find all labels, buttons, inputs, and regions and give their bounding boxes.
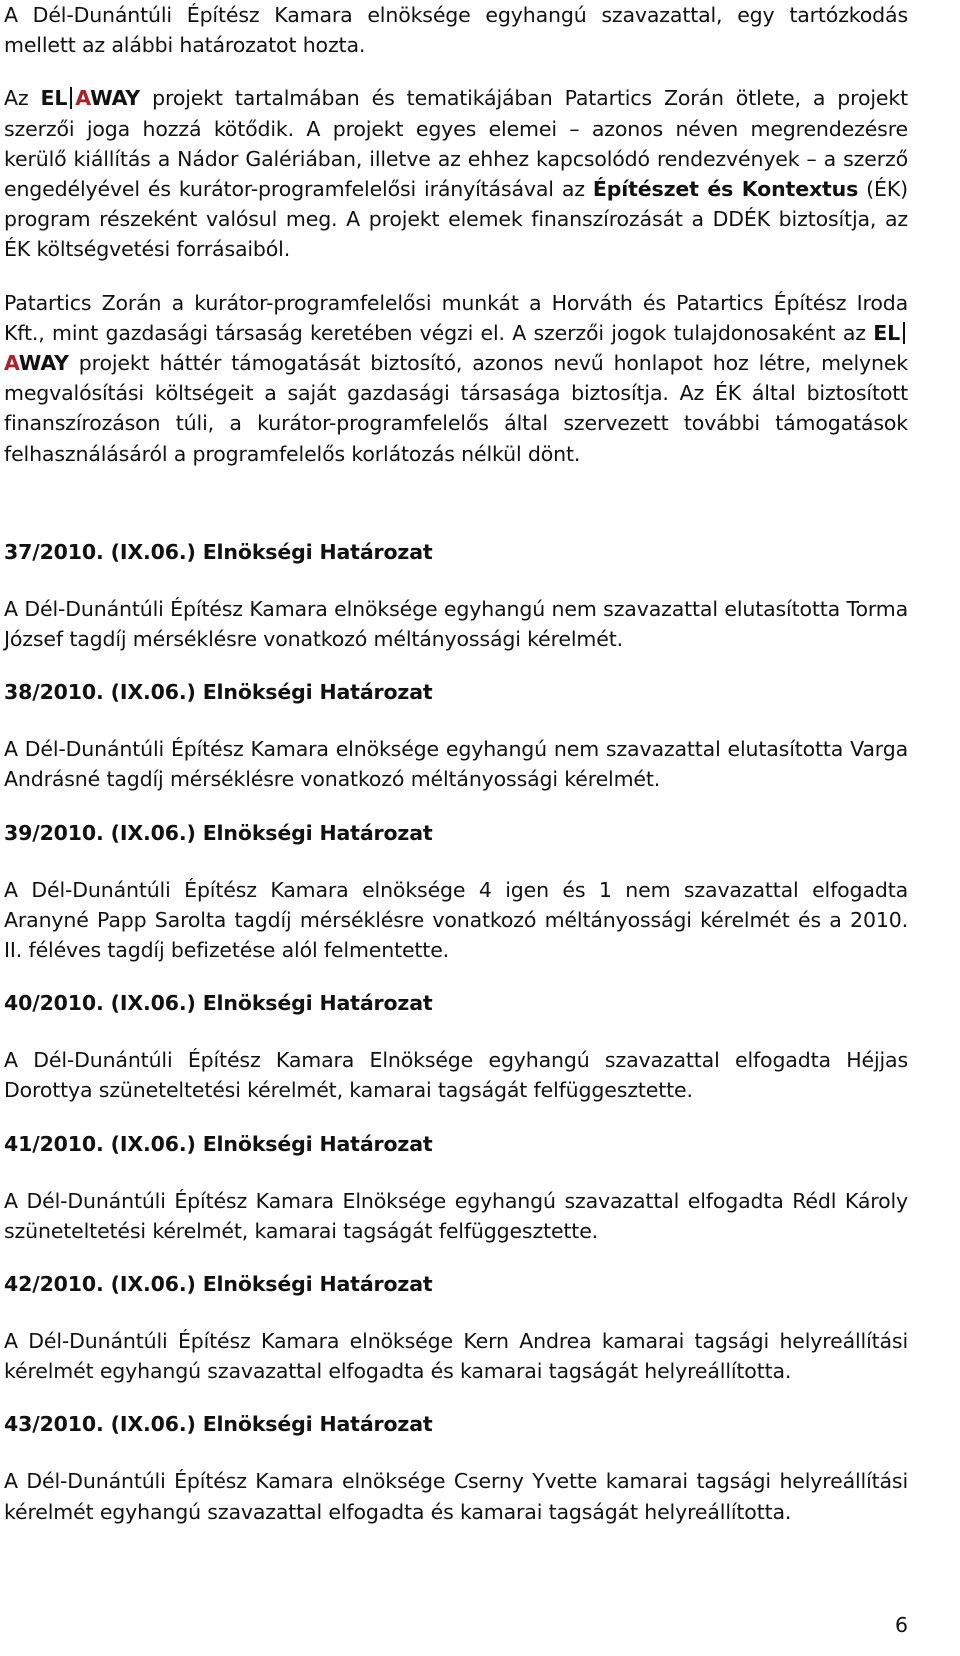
resolution-title: 41/2010. (IX.06.) Elnökségi Határozat: [4, 1131, 433, 1156]
resolution-title: 42/2010. (IX.06.) Elnökségi Határozat: [4, 1272, 433, 1297]
resolution-39: [4, 818, 908, 966]
logo-way: WAY: [18, 351, 69, 376]
resolution-text: A Dél-Dunántúli Építész Kamara elnöksége Kern Andrea kamarai tagsági helyreállítási kérelmét egyhangú szavazattal elfogadta és kamarai tagságát helyreállította.: [4, 1329, 908, 1384]
resolution-text: A Dél-Dunántúli Építész Kamara Elnöksége egyhangú szavazattal elfogadta Rédl Károly szüneteltetési kérelmét, kamarai tagságát felfüggesztette.: [4, 1188, 908, 1243]
logo-a: A: [75, 86, 91, 111]
resolution-text: A Dél-Dunántúli Építész Kamara elnöksége 4 igen és 1 nem szavazattal elfogadta Aranyné Papp Sarolta tagdíj mérséklésre vonatkozó méltányossági kérelmét és a 2010. II. féléves tagdíj befizetése alól felmentette.: [4, 877, 908, 963]
document-page: [4, 0, 908, 1527]
resolution-text: A Dél-Dunántúli Építész Kamara elnöksége egyhangú nem szavazattal elutasította Torma József tagdíj mérséklésre vonatkozó méltányossági kérelmét.: [4, 596, 908, 652]
resolution-text: A Dél-Dunántúli Építész Kamara elnöksége Cserny Yvette kamarai tagsági helyreállítási kérelmét egyhangú szavazattal elfogadta és kamarai tagságát helyreállította.: [4, 1469, 908, 1524]
resolution-37: [4, 537, 908, 654]
resolution-title: 40/2010. (IX.06.) Elnökségi Határozat: [4, 991, 433, 1016]
logo-a: A: [4, 351, 19, 376]
p2-text-middle: projekt tartalmában és tematikájában Patartics Zorán ötlete, a projekt szerzői joga hozzá kötődik. A projekt egyes elemei – azonos néven megrendezésre kerülő kiállítás a Nádor Galériában, illetve az ehhez kapcsolódó rendezvények – a szerző engedélyével és kurátor-programfelelősi irányításával az: [4, 86, 908, 202]
elaway-logo: [41, 86, 141, 110]
logo-el: EL: [873, 320, 900, 345]
p3-text-start: Patartics Zorán a kurátor-programfelelősi munkát a Horváth és Patartics Építész Iroda Kft., mint gazdasági társaság keretében végzi el. A szerzői jogok tulajdonosaként az: [4, 290, 908, 345]
resolution-title: 43/2010. (IX.06.) Elnökségi Határozat: [4, 1412, 433, 1437]
resolution-title: 38/2010. (IX.06.) Elnökségi Határozat: [4, 680, 433, 705]
program-name: Építészet és Kontextus: [592, 177, 859, 202]
intro-paragraph-1: A Dél-Dunántúli Építész Kamara elnöksége egyhangú szavazattal, egy tartózkodás mellett az alábbi határozatot hozta.: [4, 3, 908, 58]
resolution-43: [4, 1409, 908, 1526]
p2-text-start: Az: [4, 86, 41, 111]
resolution-38: [4, 677, 908, 794]
intro-paragraph-2: [4, 83, 908, 264]
intro-paragraph-3: [4, 288, 908, 469]
resolution-text: A Dél-Dunántúli Építész Kamara Elnöksége egyhangú szavazattal elfogadta Héjjas Dorottya szüneteltetési kérelmét, kamarai tagságát felfüggesztette.: [4, 1048, 908, 1103]
logo-way: WAY: [90, 86, 141, 111]
logo-el: EL: [40, 86, 68, 111]
resolution-title: 37/2010. (IX.06.) Elnökségi Határozat: [4, 539, 433, 564]
resolution-41: [4, 1129, 908, 1246]
logo-divider: [70, 87, 72, 109]
logo-divider: [903, 322, 905, 344]
resolution-title: 39/2010. (IX.06.) Elnökségi Határozat: [4, 820, 433, 845]
page-number: 6: [894, 1613, 908, 1637]
resolution-text: A Dél-Dunántúli Építész Kamara elnöksége egyhangú nem szavazattal elutasította Varga Andrásné tagdíj mérséklésre vonatkozó méltányossági kérelmét.: [4, 737, 908, 792]
p2-text-end: (ÉK) program részeként valósul meg. A projekt elemek finanszírozását a DDÉK biztosítja, az ÉK költségvetési forrásaiból.: [4, 177, 908, 262]
resolution-40: [4, 988, 908, 1105]
resolution-42: [4, 1269, 908, 1386]
p3-text-end: projekt háttér támogatását biztosító, azonos nevű honlapot hoz létre, melynek megvalósítási költségeit a saját gazdasági társasága biztosítja. Az ÉK által biztosított finanszírozáson túli, a kurátor-programfelelős által szervezett további támogatások felhasználásáról a programfelelős korlátozás nélkül dönt.: [4, 351, 908, 466]
